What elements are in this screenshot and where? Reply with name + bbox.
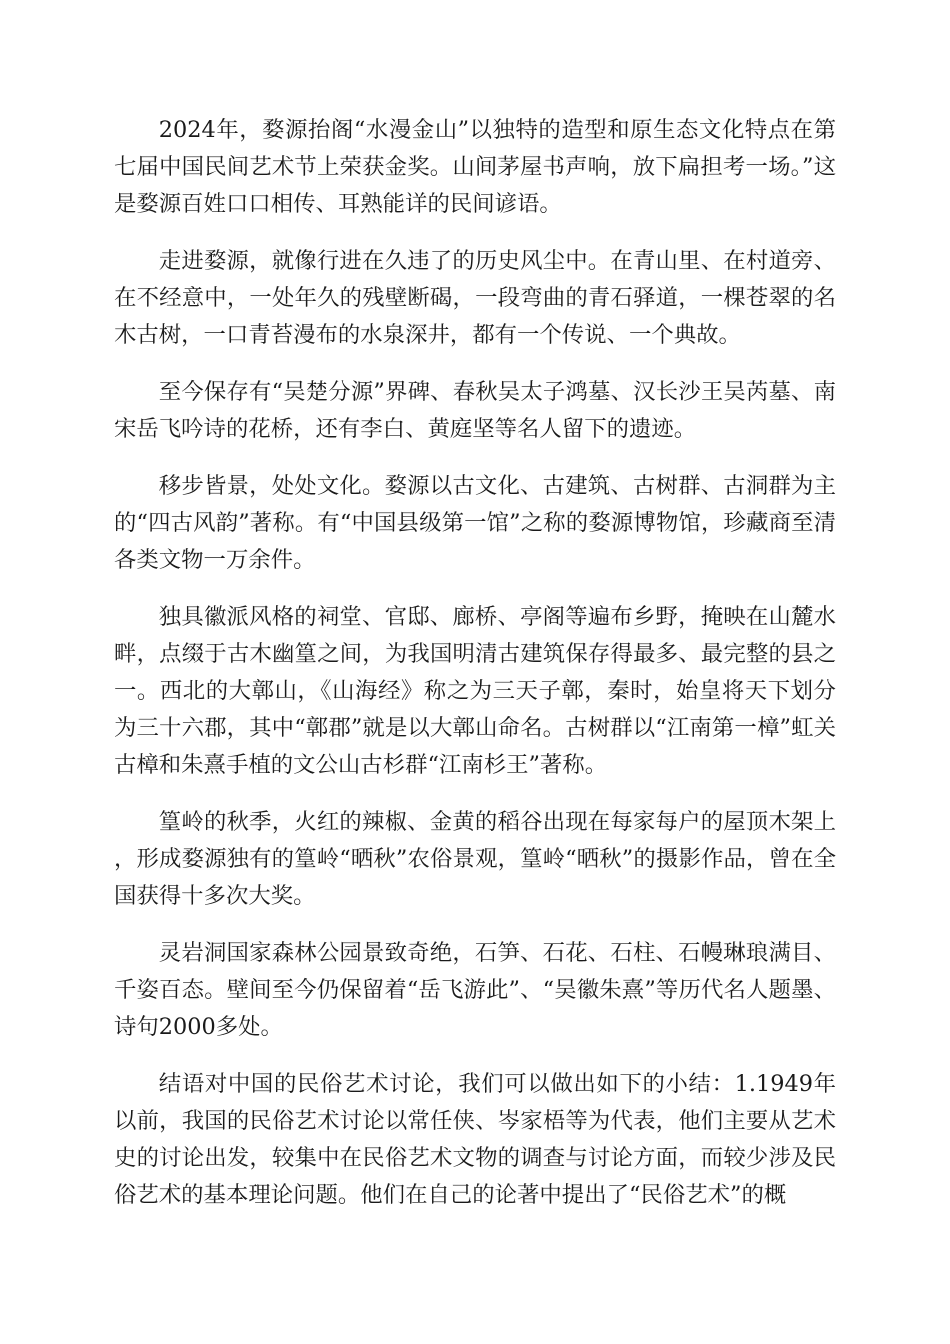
document-body — [114, 112, 836, 1214]
paragraph-1: 2024年，婺源抬阁“水漫金山”以独特的造型和原生态文化特点在第七届中国民间艺术节上荣获金奖。山间茅屋书声响，放下扁担考一场。”这是婺源百姓口口相传、耳熟能详的民间谚语。 — [114, 117, 836, 217]
paragraph-2: 走进婺源，就像行进在久违了的历史风尘中。在青山里、在村道旁、在不经意中，一处年久的残壁断碣，一段弯曲的青石驿道，一棵苍翠的名木古树，一口青苔漫布的水泉深井，都有一个传说、一个典故。 — [114, 248, 836, 348]
paragraph-3: 至今保存有“吴楚分源”界碑、春秋吴太子鸿墓、汉长沙王吴芮墓、南宋岳飞吟诗的花桥，还有李白、黄庭坚等名人留下的遗迹。 — [114, 379, 836, 442]
paragraph-4: 移步皆景，处处文化。婺源以古文化、古建筑、古树群、古洞群为主的“四古风韵”著称。有“中国县级第一馆”之称的婺源博物馆，珍藏商至清各类文物一万余件。 — [114, 473, 836, 573]
paragraph-6: 篁岭的秋季，火红的辣椒、金黄的稻谷出现在每家每户的屋顶木架上，形成婺源独有的篁岭“晒秋”农俗景观，篁岭“晒秋”的摄影作品，曾在全国获得十多次大奖。 — [114, 809, 836, 909]
paragraph-8: 结语对中国的民俗艺术讨论，我们可以做出如下的小结：1.1949年以前，我国的民俗艺术讨论以常任侠、岑家梧等为代表，他们主要从艺术史的讨论出发，较集中在民俗艺术文物的调查与讨论方面，而较少涉及民俗艺术的基本理论问题。他们在自己的论著中提出了“民俗艺术”的概 — [114, 1071, 836, 1208]
paragraph-7: 灵岩洞国家森林公园景致奇绝，石笋、石花、石柱、石幔琳琅满目、千姿百态。壁间至今仍保留着“岳飞游此”、“吴徽朱熹”等历代名人题墨、诗句2000多处。 — [114, 940, 836, 1040]
paragraph-5: 独具徽派风格的祠堂、官邸、廊桥、亭阁等遍布乡野，掩映在山麓水畔，点缀于古木幽篁之间，为我国明清古建筑保存得最多、最完整的县之一。西北的大鄣山，《山海经》称之为三天子鄣，秦时，始皇将天下划分为三十六郡，其中“鄣郡”就是以大鄣山命名。古树群以“江南第一樟”虹关古樟和朱熹手植的文公山古杉群“江南杉王”著称。 — [114, 604, 836, 778]
